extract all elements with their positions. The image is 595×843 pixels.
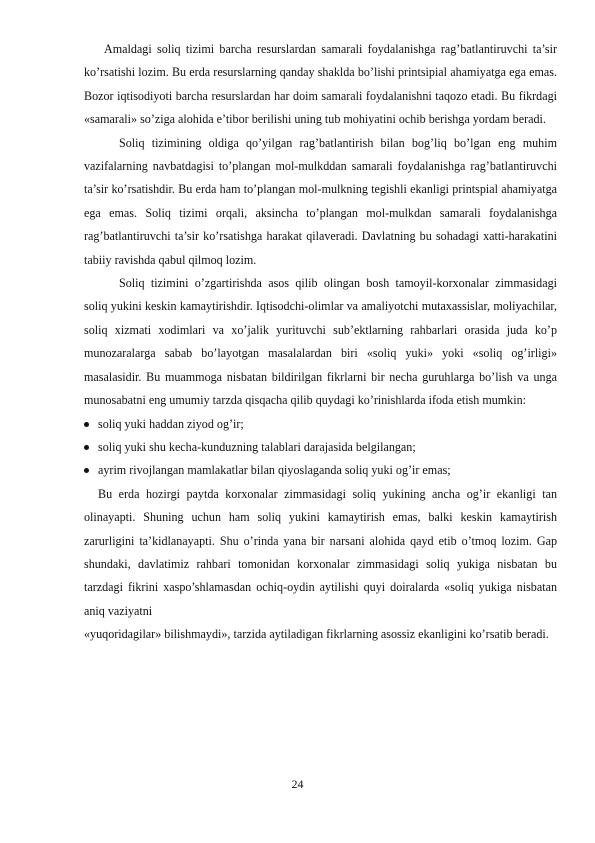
- bullet-text-1: soliq yuki haddan ziyod og’ir;: [98, 416, 244, 431]
- bullet-item-3: [84, 459, 557, 482]
- bullet-icon: [84, 422, 89, 427]
- bullet-text-2: soliq yuki shu kecha-kunduzning talablari darajasida belgilangan;: [98, 439, 416, 454]
- paragraph-3: Soliq tizimini o’zgartirishda asos qilib olingan bosh tamoyil-korxonalar zimmasidagi soliq yukini keskin kamaytirishdir. Iqtisodchi-olimlar va amaliyotchi mutaxassislar, moliyachilar, soliq xizmati xodimlari va xo’jalik yurituvchi sub’ektlarning rahbarlari orasida juda ko’p munozaralarga sabab bo’layotgan masalalardan biri «soliq yuki» yoki «soliq og’irligi» masalasidir. Bu muammoga nisbatan bildirilgan fikrlarni bir necha guruhlarga bo’lish va unga munosabatni eng umumiy tarzda qisqacha qilib quydagi ko’rinishlarda ifoda etish mumkin:: [84, 276, 557, 408]
- bullet-item-1: [84, 413, 557, 436]
- page-number: 24: [291, 777, 304, 791]
- bullet-text-3: ayrim rivojlangan mamlakatlar bilan qiyoslaganda soliq yuki og’ir emas;: [98, 463, 451, 478]
- bullet-icon: [84, 468, 89, 473]
- bullet-list: [84, 413, 557, 483]
- bullet-item-2: [84, 436, 557, 459]
- paragraph-2: Soliq tizimining oldiga qo’yilgan rag’batlantirish bilan bog’liq bo’lgan eng muhim vazifalarning navbatdagisi to’plangan mol-mulkddan samarali foydalanishga rag’batlantiruvchi ta’sir ko’rsatishdir. Bu erda ham to’plangan mol-mulkning tegishli ekanligi printspial ahamiyatga ega emas. Soliq tizimi orqali, aksincha to’plangan mol-mulkdan samarali foydalanishga rag’batlantiruvchi ta’sir ko’rsatishga harakat qilaveradi. Davlatning bu sohadagi xatti-harakatini tabiiy ravishda qabul qilmoq lozim.: [84, 135, 557, 267]
- paragraph-4: Bu erda hozirgi paytda korxonalar zimmasidagi soliq yukining ancha og’ir ekanligi tan olinayapti. Shuning uchun ham soliq yukini kamaytirish emas, balki keskin kamaytirish zarurligini ta’kidlanayapti. Shu o’rinda yana bir narsani alohida qayd etib o’tmoq lozim. Gap shundaki, davlatimiz rahbari tomonidan korxonalar zimmasidagi soliq yukiga nisbatan bu tarzdagi fikrini xaspo’shlamasdan ochiq-oydin aytilishi quyi doiralarda «soliq yukiga nisbatan aniq vaziyatni: [84, 486, 557, 618]
- paragraph-1: Amaldagi soliq tizimi barcha resurslardan samarali foydalanishga rag’batlantiruvchi ta’sir ko’rsatishi lozim. Bu erda resurslarning qanday shaklda bo’lishi printsipial ahamiyatga ega emas. Bozor iqtisodiyoti barcha resurslardan har doim samarali foydalanishni taqozo etadi. Bu fikrdagi «samarali» so’ziga alohida e’tibor berilishi uning tub mohiyatini ochib berishga yordam beradi.: [84, 42, 557, 127]
- bullet-icon: [84, 445, 89, 450]
- document-page: [84, 38, 557, 647]
- paragraph-5: «yuqoridagilar» bilishmaydi», tarzida aytiladigan fikrlarning asossiz ekanligini ko’rsatib beradi.: [84, 627, 549, 642]
